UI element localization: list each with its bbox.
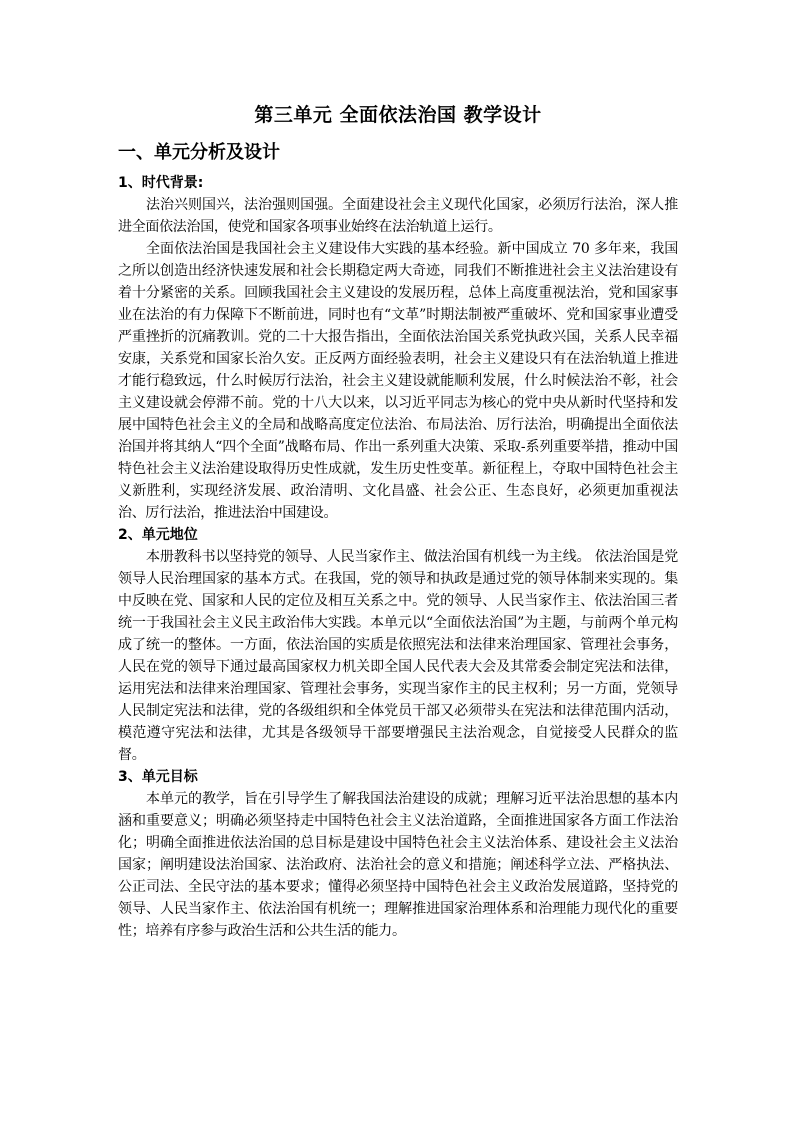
subsection-unit-goals — [118, 766, 678, 942]
subsection-era-background — [118, 172, 678, 524]
section-heading-unit-analysis: 一、单元分析及设计 — [118, 142, 280, 163]
subsection-heading-unit-position: 2、单元地位 — [118, 527, 198, 543]
subsection-unit-position — [118, 524, 678, 766]
subsection-heading-unit-goals: 3、单元目标 — [118, 769, 198, 785]
paragraph-era-background-2: 全面依法治国是我国社会主义建设伟大实践的基本经验。新中国成立 70 多年来，我国之所以创造出经济快速发展和社会长期稳定两大奇迹，同我们不断推进社会主义法治建设有着十分紧密的关系。回顾我国社会主义建设的发展历程，总体上高度重视法治，党和国家事业在法治的有力保障下不断前进，同时也有“文革”时期法制被严重破坏、党和国家事业遭受严重挫折的沉痛教训。党的二十大报告指出，全面依法治国关系党执政兴国，关系人民幸福安康，关系党和国家长治久安。正反两方面经验表明，社会主义建设只有在法治轨道上推进才能行稳致远，什么时候厉行法治，社会主义建设就能顺利发展，什么时候法治不彰，社会主义建设就会停滞不前。党的十八大以来，以习近平同志为核心的党中央从新时代坚持和发展中国特色社会主义的全局和战略高度定位法治、布局法治、厉行法治，明确提出全面依法治国并将其纳人“四个全面”战略布局、作出一系列重大决策、采取-系列重要举措，推动中国特色社会主义法治建设取得历史性成就，发生历史性变革。新征程上，夺取中国特色社会主义新胜利，实现经济发展、政治清明、文化昌盛、社会公正、生态良好，必须更加重视法治、厉行法治，推进法治中国建设。 — [118, 241, 678, 521]
subsection-heading-era-background: 1、时代背景: — [118, 175, 204, 191]
document-title: 第三单元 全面依法治国 教学设计 — [254, 104, 542, 126]
paragraph-unit-goals: 本单元的教学，旨在引导学生了解我国法治建设的成就；理解习近平法治思想的基本内涵和重要意义；明确必须坚持走中国特色社会主义法治道路，全面推进国家各方面工作法治化；明确全面推进依法治国的总目标是建设中国特色社会主义法治体系、建设社会主义法治国家；阐明建设法治国家、法治政府、法治社会的意义和措施；阐述科学立法、严格执法、公正司法、全民守法的基本要求；懂得必须坚持中国特色社会主义政治发展道路，坚持党的领导、人民当家作主、依法治国有机统一；理解推进国家治理体系和治理能力现代化的重要性；培养有序参与政治生活和公共生活的能力。 — [118, 791, 678, 939]
paragraph-unit-position: 本册教科书以坚持党的领导、人民当家作主、做法治国有机线一为主线。 依法治国是党领导人民治理国家的基本方式。在我国，党的领导和执政是通过党的领导体制来实现的。集中反映在党、国家和人民的定位及相互关系之中。党的领导、人民当家作主、依法治国三者统一于我国社会主义民主政治伟大实践。本单元以“全面依法治国”为主题，与前两个单元构成了统一的整体。一方面，依法治国的实质是依照宪法和法律来治理国家、管理社会事务，人民在党的领导下通过最高国家权力机关即全国人民代表大会及其常委会制定宪法和法律，运用宪法和法律来治理国家、管理社会事务，实现当家作主的民主权利；另一方面，党领导人民制定宪法和法律，党的各级组织和全体党员干部又必须带头在宪法和法律范围内活动，模范遵守宪法和法律，尤其是各级领导干部要增强民主法治观念，自觉接受人民群众的监督。 — [118, 549, 678, 763]
paragraph-era-background-1: 法治兴则国兴，法治强则国强。全面建设社会主义现代化国家，必须厉行法治，深人推进全面依法治国，使党和国家各项事业始终在法治轨道上运行。 — [118, 197, 678, 235]
document-page — [118, 100, 678, 942]
